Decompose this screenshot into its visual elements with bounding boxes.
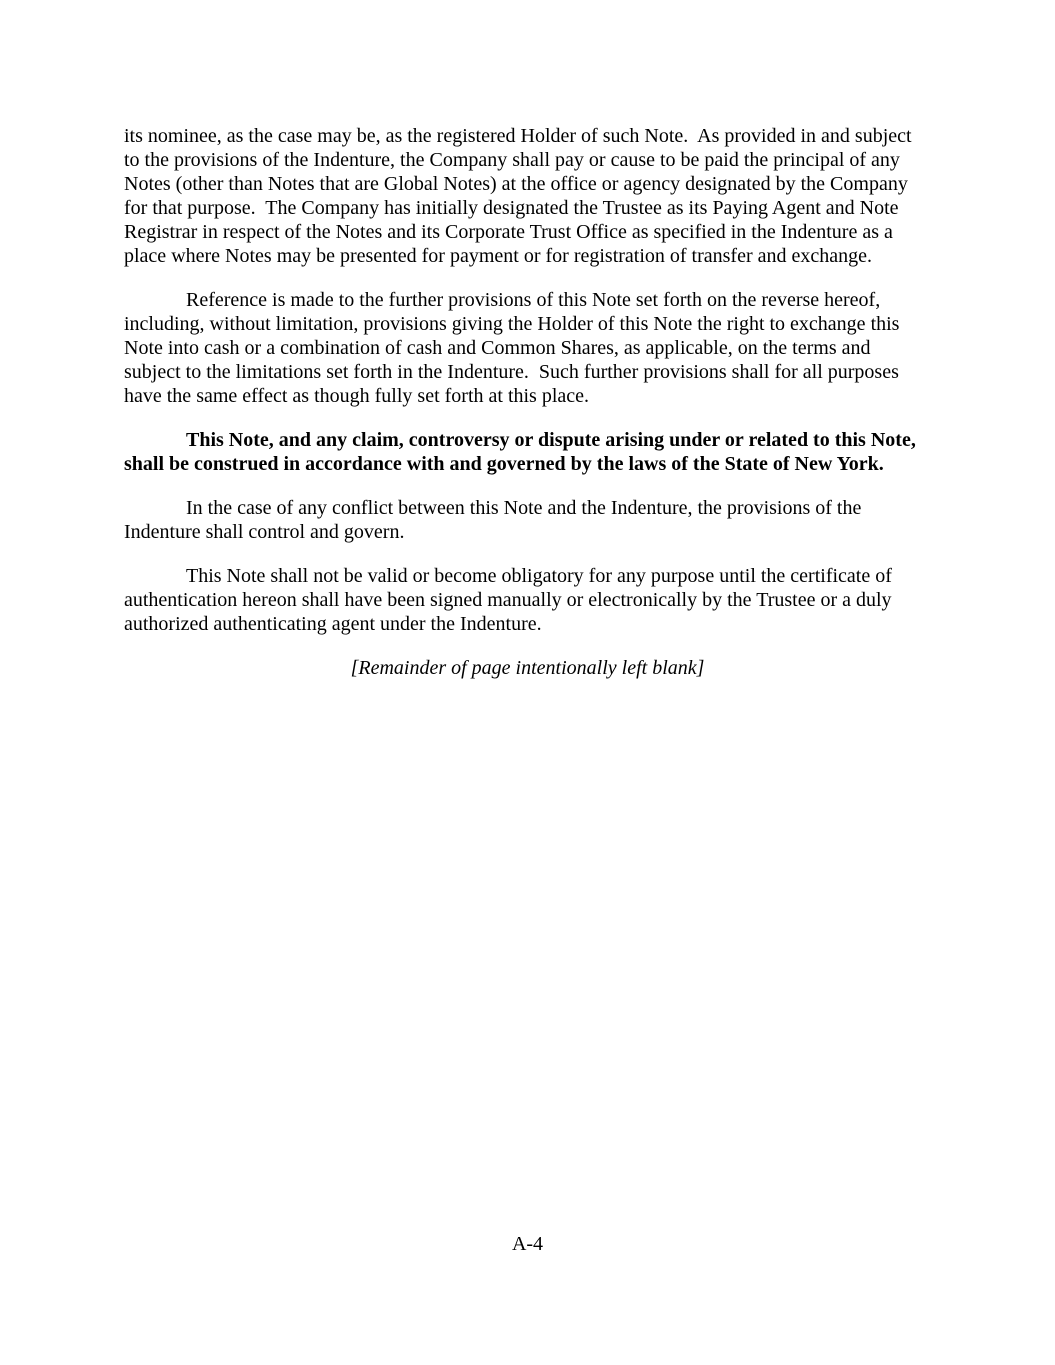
document-body [124, 124, 931, 700]
paragraph-reference-provisions: Reference is made to the further provisions of this Note set forth on the reverse hereof, including, without limitation, provisions giving the Holder of this Note the right to exchange this Note into cash or a combination of cash and Common Shares, as applicable, on the terms and subject to the limitations set forth in the Indenture. Such further provisions shall for all purposes have the same effect as though fully set forth at this place. [124, 289, 905, 407]
paragraph-continuation: its nominee, as the case may be, as the registered Holder of such Note. As provided in and subject to the provisions of the Indenture, the Company shall pay or cause to be paid the principal of any Notes (other than Notes that are Global Notes) at the office or agency designated by the Company for that purpose. The Company has initially designated the Trustee as its Paying Agent and Note Registrar in respect of the Notes and its Corporate Trust Office as specified in the Indenture as a place where Notes may be presented for payment or for registration of transfer and exchange. [124, 125, 917, 267]
paragraph-conflict-clause: In the case of any conflict between this Note and the Indenture, the provisions of the Indenture shall control and govern. [124, 497, 867, 543]
page-number: A-4 [511, 1233, 544, 1255]
paragraph-authentication-clause: This Note shall not be valid or become obligatory for any purpose until the certificate of authentication hereon shall have been signed manually or electronically by the Trustee or a duly authorized authenticating agent under the Indenture. [124, 565, 897, 635]
remainder-blank-notice: [Remainder of page intentionally left blank] [350, 657, 705, 679]
paragraph-governing-law: This Note, and any claim, controversy or dispute arising under or related to this Note, shall be construed in accordance with and governed by the laws of the State of New York. [124, 429, 921, 475]
